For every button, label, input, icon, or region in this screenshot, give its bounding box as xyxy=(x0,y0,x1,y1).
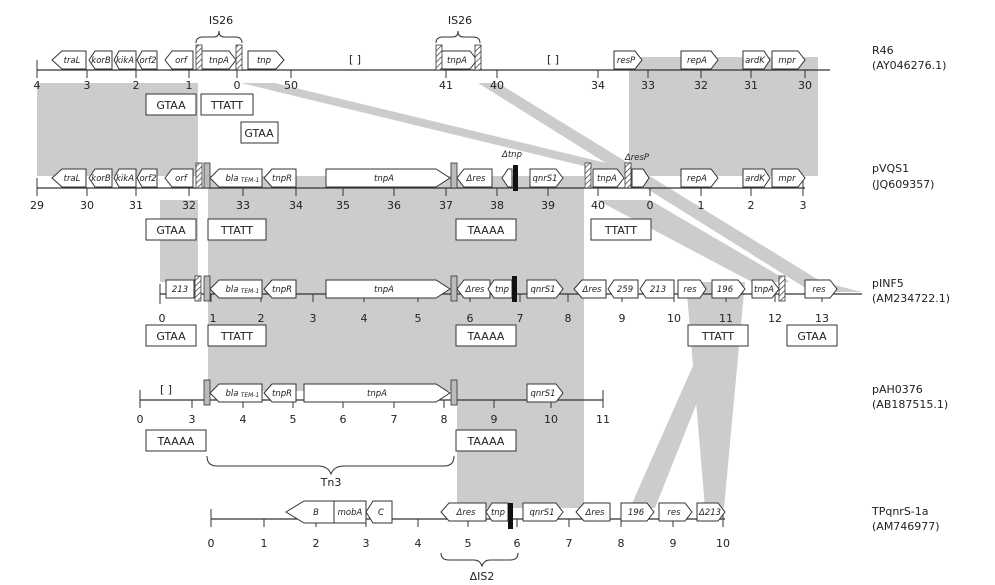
homology-r46-is26-band-a xyxy=(241,83,660,176)
tick-label: 0 xyxy=(646,199,654,212)
tick-label: 4 xyxy=(360,312,368,325)
gene-label-sub: TEM-1 xyxy=(240,288,260,295)
gene-label: orf xyxy=(175,56,187,66)
gene-label: mpr xyxy=(778,174,796,184)
tick-label: 0 xyxy=(158,312,166,325)
gene-label: kikA xyxy=(115,56,135,66)
homology-r46-pvqs1-right xyxy=(629,57,818,176)
motif-label: GTAA xyxy=(156,224,186,237)
annotation-label: ΔresP xyxy=(624,153,650,163)
gene-label: 259 xyxy=(616,285,634,295)
record-name: pVQS1 xyxy=(872,162,910,175)
delta-is2-label: ΔIS2 xyxy=(469,570,495,583)
gene-label: repA xyxy=(687,174,707,184)
motif-label: TTATT xyxy=(701,330,735,343)
motif-label: TTATT xyxy=(210,99,244,112)
tick-label: 9 xyxy=(490,413,498,426)
gene-label: Δres xyxy=(585,508,605,518)
gene-label: tnpA xyxy=(367,389,387,399)
gene-label-sub: TEM-1 xyxy=(240,177,260,184)
gene-label: tnpA xyxy=(209,56,229,66)
tick-label: 10 xyxy=(544,413,558,426)
motif-boxes xyxy=(146,325,837,346)
record-accession: (AB187515.1) xyxy=(872,398,949,411)
tick-label: 1 xyxy=(209,312,217,325)
gene-label: tnp xyxy=(494,285,510,295)
gene-label: korB xyxy=(91,174,111,184)
tick-label: 2 xyxy=(132,79,140,92)
gene-label: tnpA xyxy=(597,174,617,184)
record-name: pAH0376 xyxy=(872,383,923,396)
homology-pvqs1-pinf5-left xyxy=(160,200,198,282)
record-accession: (JQ609357) xyxy=(872,178,935,191)
motif-label: TTATT xyxy=(220,330,254,343)
record-accession: (AM234722.1) xyxy=(872,292,951,305)
gene-label: tnpA xyxy=(374,285,394,295)
motif-label: GTAA xyxy=(797,330,827,343)
gene-label: res xyxy=(683,285,697,295)
gene-label: tnp xyxy=(256,56,272,66)
tick-label: 36 xyxy=(387,199,401,212)
tick-label: 1 xyxy=(185,79,193,92)
tick-label: 12 xyxy=(768,312,782,325)
tick-label: 8 xyxy=(617,537,625,550)
gene-label: tnp xyxy=(490,508,506,518)
tick-label: 41 xyxy=(439,79,453,92)
gene-label: 213 xyxy=(171,285,189,295)
tick-label: 29 xyxy=(30,199,44,212)
tick-label: 31 xyxy=(129,199,143,212)
gene-label: 196 xyxy=(627,508,645,518)
gene-label: res xyxy=(812,285,826,295)
tick-label: 50 xyxy=(284,79,298,92)
delta-is2-brace xyxy=(441,553,518,566)
gene-label: 213 xyxy=(649,285,667,295)
record-name: TPqnrS-1a xyxy=(872,505,929,518)
tick-label: 38 xyxy=(490,199,504,212)
motif-label: GTAA xyxy=(156,330,186,343)
tick-label: 1 xyxy=(697,199,705,212)
deletion-bar xyxy=(512,276,517,302)
deletion-bar xyxy=(513,165,518,191)
gene-label: korB xyxy=(91,56,111,66)
tick-label: 39 xyxy=(541,199,555,212)
tick-label: 1 xyxy=(260,537,268,550)
annotation-label: Δtnp xyxy=(502,150,522,160)
tick-label: 40 xyxy=(591,199,605,212)
tick-label: 3 xyxy=(362,537,370,550)
motif-label: TAAAA xyxy=(467,435,505,448)
gene-label-sub: TEM-1 xyxy=(240,392,260,399)
tick-label: 40 xyxy=(490,79,504,92)
tick-label: 3 xyxy=(188,413,196,426)
motif-label: TAAAA xyxy=(467,224,505,237)
record-accession: (AY046276.1) xyxy=(872,59,947,72)
motif-label: TTATT xyxy=(220,224,254,237)
motif-label: TTATT xyxy=(604,224,638,237)
tick-label: 30 xyxy=(80,199,94,212)
record-name: R46 xyxy=(872,44,894,57)
motif-label: GTAA xyxy=(156,99,186,112)
record-accession: (AM746977) xyxy=(872,520,940,533)
tn3-brace xyxy=(207,456,454,474)
gene-label: bla xyxy=(225,389,239,399)
gene-label: tnpR xyxy=(271,174,293,184)
tick-label: 4 xyxy=(414,537,422,550)
gene-label: Δres xyxy=(466,174,486,184)
gene-label: resP xyxy=(616,56,636,66)
record-name: pINF5 xyxy=(872,277,904,290)
gene-label: tnpA xyxy=(447,56,467,66)
gene-label: B xyxy=(313,508,319,518)
tick-label: 4 xyxy=(33,79,41,92)
tick-label: 5 xyxy=(464,537,472,550)
tick-label: 8 xyxy=(440,413,448,426)
tick-label: 10 xyxy=(716,537,730,550)
gene-label: traL xyxy=(63,56,81,66)
gene-label: traL xyxy=(63,174,81,184)
gene-label: qnrS1 xyxy=(530,389,556,399)
gene-label: Δres xyxy=(465,285,485,295)
gene-label: orf xyxy=(175,174,187,184)
tick-label: 6 xyxy=(513,537,521,550)
motif-label: TAAAA xyxy=(467,330,505,343)
is26-label: IS26 xyxy=(208,14,234,27)
tick-label: 10 xyxy=(667,312,681,325)
gene-label: ardK xyxy=(745,174,765,184)
gene-label: ardK xyxy=(745,56,765,66)
gene-label: mpr xyxy=(778,56,796,66)
is26-labels xyxy=(209,14,472,27)
tick-label: 32 xyxy=(182,199,196,212)
gap-marker: [ ] xyxy=(546,53,560,66)
gene-label: mobA xyxy=(337,508,363,518)
tick-label: 32 xyxy=(694,79,708,92)
tick-label: 3 xyxy=(309,312,317,325)
gene-label: qnrS1 xyxy=(530,285,556,295)
gene-label: res xyxy=(667,508,681,518)
gene-label: repA xyxy=(687,56,707,66)
tick-label: 4 xyxy=(239,413,247,426)
gene-label: 196 xyxy=(716,285,734,295)
tick-label: 0 xyxy=(207,537,215,550)
tick-label: 11 xyxy=(596,413,610,426)
tick-label: 30 xyxy=(798,79,812,92)
gene-label: tnpA xyxy=(374,174,394,184)
tick-label: 2 xyxy=(312,537,320,550)
tick-label: 2 xyxy=(747,199,755,212)
tick-label: 9 xyxy=(669,537,677,550)
gap-marker: [ ] xyxy=(348,53,362,66)
hatched-ir xyxy=(196,45,481,70)
gene-label: tnpR xyxy=(271,389,293,399)
deletion-bar xyxy=(508,503,513,529)
gene-label: bla xyxy=(225,174,239,184)
tick-label: 7 xyxy=(565,537,573,550)
tick-label: 7 xyxy=(516,312,524,325)
tick-label: 33 xyxy=(641,79,655,92)
tick-labels xyxy=(208,537,731,550)
tick-label: 2 xyxy=(257,312,265,325)
tick-label: 35 xyxy=(336,199,350,212)
gene-label: bla xyxy=(225,285,239,295)
is26-braces xyxy=(196,31,480,43)
motif-boxes xyxy=(146,430,516,451)
gene-label: orf2 xyxy=(139,174,157,184)
gene-label: Δres xyxy=(582,285,602,295)
gene-label: kikA xyxy=(115,174,135,184)
tick-label: 37 xyxy=(439,199,453,212)
tick-label: 31 xyxy=(744,79,758,92)
tick-label: 13 xyxy=(815,312,829,325)
tick-label: 5 xyxy=(414,312,422,325)
gene-label: C xyxy=(378,508,384,518)
tick-label: 3 xyxy=(799,199,807,212)
tick-label: 9 xyxy=(618,312,626,325)
gap-marker: [ ] xyxy=(159,383,173,396)
gene-label: tnpA xyxy=(754,285,774,295)
tick-label: 0 xyxy=(233,79,241,92)
motif-label: TAAAA xyxy=(157,435,195,448)
gene-label: qnrS1 xyxy=(532,174,558,184)
tick-label: 7 xyxy=(390,413,398,426)
tick-label: 34 xyxy=(289,199,303,212)
tick-label: 3 xyxy=(83,79,91,92)
gene-label: qnrS1 xyxy=(529,508,555,518)
tick-label: 0 xyxy=(136,413,144,426)
gene-label: Δres xyxy=(456,508,476,518)
tick-label: 34 xyxy=(591,79,605,92)
record-tpqnrs1a xyxy=(208,501,940,583)
gene-label: orf2 xyxy=(139,56,157,66)
tick-label: 5 xyxy=(289,413,297,426)
tick-label: 8 xyxy=(564,312,572,325)
gene-arrow-left xyxy=(286,501,334,523)
motif-label: GTAA xyxy=(244,127,274,140)
is26-label: IS26 xyxy=(447,14,473,27)
gene-label: tnpR xyxy=(271,285,293,295)
tick-label: 6 xyxy=(466,312,474,325)
tick-label: 33 xyxy=(236,199,250,212)
gene-label: Δ213 xyxy=(698,508,722,518)
tn3-label: Tn3 xyxy=(320,476,342,489)
tick-label: 11 xyxy=(719,312,733,325)
tick-label: 6 xyxy=(339,413,347,426)
